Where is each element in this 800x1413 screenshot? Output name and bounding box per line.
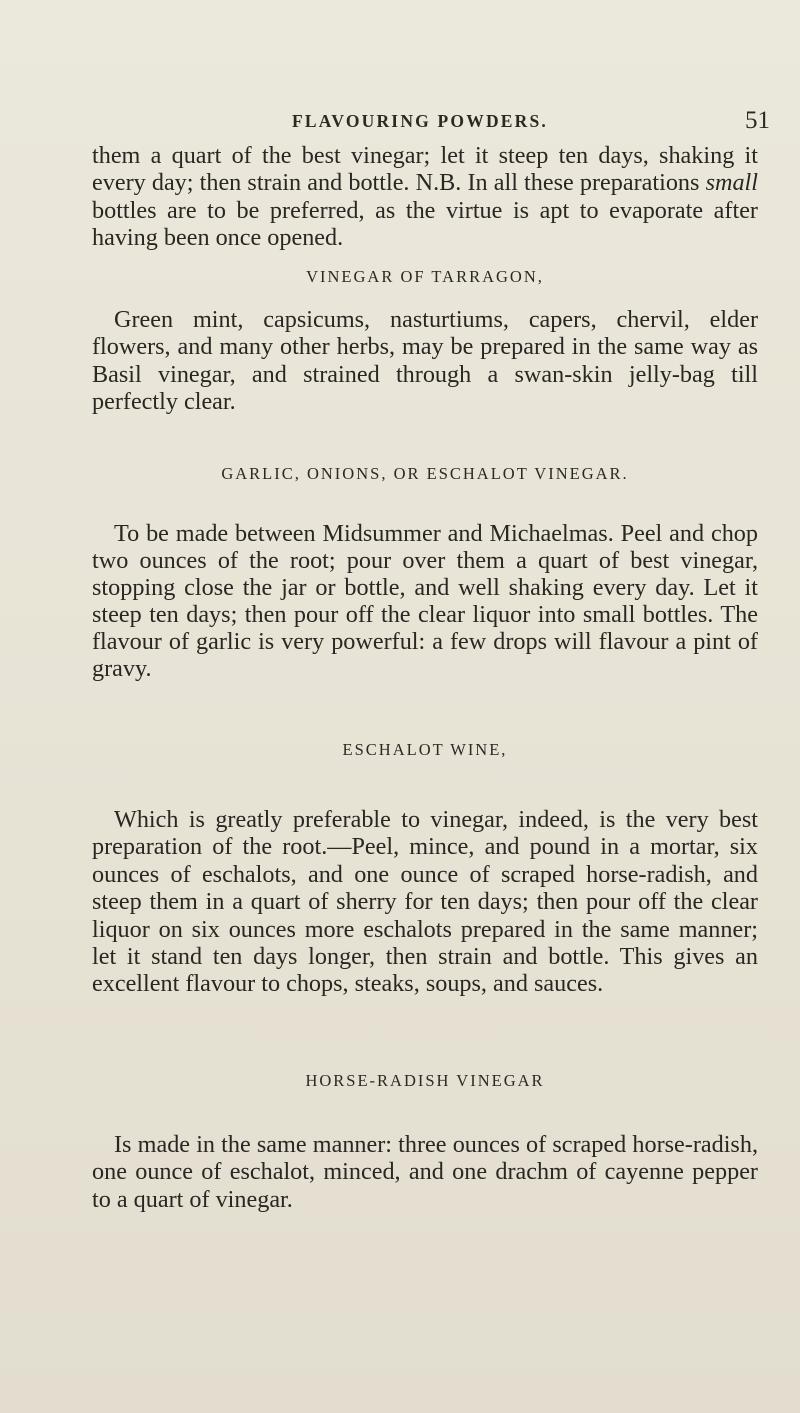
page-header [70, 107, 770, 139]
paragraph-text: bottles are to be preferred, as the virtue is apt to evaporate after having been once opened. [92, 196, 758, 252]
section-heading-garlic: GARLIC, ONIONS, OR ESCHALOT VINEGAR. [221, 464, 629, 483]
paragraph-continued [92, 142, 758, 252]
page-number: 51 [745, 107, 770, 134]
paragraph-garlic: To be made between Midsummer and Michaelmas. Peel and chop two ounces of the root; pour over them a quart of best vinegar, stopping close the jar or bottle, and well shaking every day. Let it steep ten days; then pour off the clear liquor into small bottles. The flavour of garlic is very powerful: a few drops will flavour a pint of gravy. [92, 520, 758, 682]
section-heading-eschalot-wine: ESCHALOT WINE, [342, 740, 508, 759]
paragraph-eschalot-wine: Which is greatly preferable to vinegar, indeed, is the very best preparation of the root.—Peel, mince, and pound in a mortar, six ounces of eschalots, and one ounce of scraped horse-radish, and steep them in a quart of sherry for ten days; then pour off the clear liquor on six ounces more eschalots prepared in the same manner; let it stand ten days longer, then strain and bottle. This gives an excellent flavour to chops, steaks, soups, and sauces. [92, 806, 758, 998]
emphasis-text: small [705, 169, 758, 197]
section-heading-horse-radish: HORSE-RADISH VINEGAR [305, 1071, 545, 1090]
paragraph-text: them a quart of the best vinegar; let it steep ten days, shaking it every day; then strain and bottle. N.B. In all these preparations [92, 142, 758, 197]
paragraph-horse-radish: Is made in the same manner: three ounces of scraped horse-radish, one ounce of eschalot, minced, and one drachm of cayenne pepper to a quart of vinegar. [92, 1131, 758, 1213]
running-head: FLAVOURING POWDERS. [291, 111, 548, 131]
paragraph-tarragon: Green mint, capsicums, nasturtiums, capers, chervil, elder flowers, and many other herbs, may be prepared in the same way as Basil vinegar, and strained through a swan-skin jelly-bag till perfectly clear. [92, 306, 758, 416]
section-heading-tarragon: VINEGAR OF TARRAGON, [306, 267, 544, 286]
